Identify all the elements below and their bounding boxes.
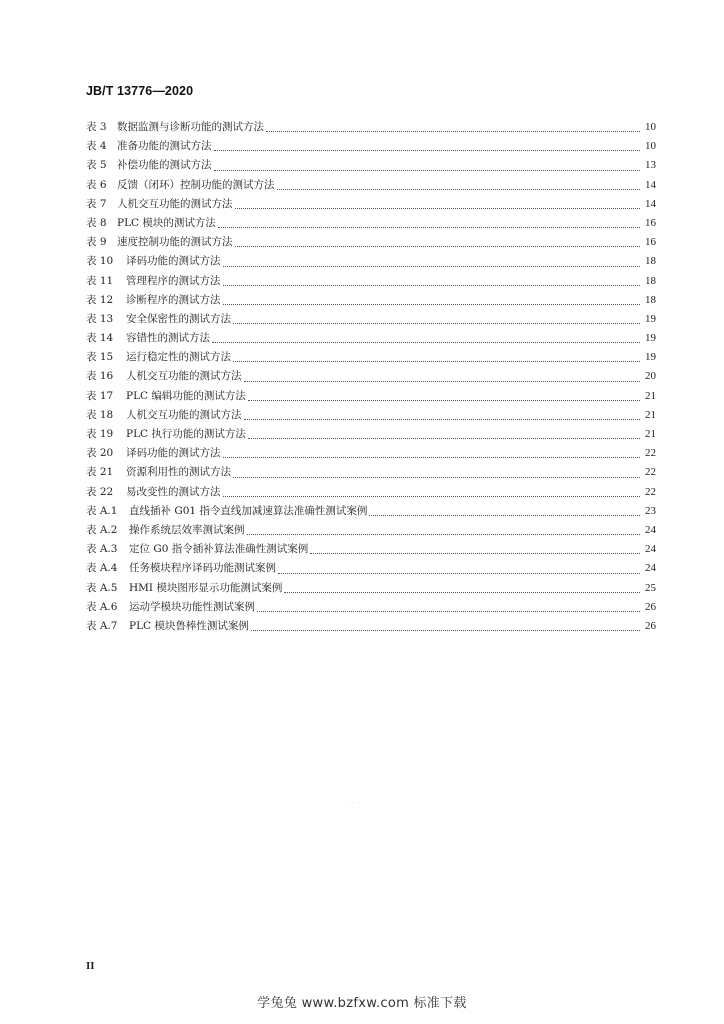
toc-entry-label: 表 21 [86, 466, 114, 479]
toc-entry-title: 速度控制功能的测试方法 [117, 236, 233, 249]
toc-entry-page: 21 [645, 389, 656, 402]
toc-entry-page: 19 [645, 351, 656, 364]
toc-entry-title: HMI 模块图形显示功能测试案例 [129, 581, 283, 594]
toc-leader-dots [277, 189, 641, 190]
toc-entry-title: PLC 模块的测试方法 [117, 216, 216, 229]
toc-entry[interactable] [86, 329, 656, 348]
toc-entry-label: 表 15 [86, 351, 114, 364]
toc-entry-page: 24 [645, 523, 656, 536]
toc-entry-page: 21 [645, 408, 656, 421]
toc-entry-label: 表 13 [86, 312, 114, 325]
toc-entry-page: 25 [645, 581, 656, 594]
toc-entry-page: 10 [645, 140, 656, 153]
toc-entry-title: 数据监测与诊断功能的测试方法 [117, 121, 264, 133]
toc-leader-dots [223, 266, 641, 267]
toc-entry-label: 表 11 [86, 274, 114, 287]
toc-entry[interactable] [86, 176, 656, 195]
toc-entry-label: 表 6 [86, 178, 107, 191]
toc-leader-dots [310, 553, 640, 554]
toc-entry[interactable] [86, 483, 656, 502]
toc-entry-label: 表 18 [86, 408, 114, 421]
toc-entry-label: 表 16 [86, 370, 114, 383]
toc-entry[interactable] [86, 444, 656, 463]
toc-leader-dots [247, 534, 641, 535]
toc-leader-dots [235, 208, 641, 209]
toc-entry[interactable] [86, 156, 656, 175]
toc-entry-page: 14 [645, 178, 656, 191]
toc-entry-title: 反馈（闭环）控制功能的测试方法 [117, 178, 275, 191]
toc-entry-label: 表 19 [86, 428, 114, 440]
toc-leader-dots [235, 246, 641, 247]
toc-entry-title: 诊断程序的测试方法 [126, 293, 221, 306]
toc-entry-title: 运行稳定性的测试方法 [126, 351, 231, 364]
toc-entry-page: 10 [645, 121, 656, 133]
page-number: II [86, 960, 95, 972]
toc-leader-dots [248, 438, 640, 439]
toc-leader-dots [248, 400, 640, 401]
toc-entry-page: 14 [645, 197, 656, 210]
toc-entry-title: 安全保密性的测试方法 [126, 312, 231, 325]
toc-entry-label: 表 A.1 [86, 504, 118, 517]
toc-entry-page: 22 [645, 485, 656, 498]
toc-entry-title: 人机交互功能的测试方法 [126, 370, 242, 383]
toc-entry[interactable] [86, 387, 656, 406]
toc-entry-title: 资源利用性的测试方法 [126, 466, 231, 479]
toc-entry-title: 补偿功能的测试方法 [117, 159, 212, 172]
toc-entry-page: 24 [645, 543, 656, 556]
toc-entry-page: 16 [645, 236, 656, 249]
toc-entry[interactable] [86, 617, 656, 636]
toc-entry-page: 26 [645, 600, 656, 613]
toc-entry[interactable] [86, 291, 656, 310]
toc-leader-dots [233, 361, 640, 362]
toc-entry-title: 译码功能的测试方法 [126, 255, 221, 268]
toc-entry[interactable] [86, 252, 656, 271]
toc-leader-dots [223, 285, 641, 286]
toc-entry[interactable] [86, 540, 656, 559]
center-mark: · · · [348, 800, 361, 806]
toc-entry-page: 19 [645, 332, 656, 345]
toc-entry[interactable] [86, 463, 656, 482]
toc-entry-label: 表 10 [86, 255, 114, 268]
toc-entry-label: 表 A.4 [86, 562, 118, 575]
toc-entry-label: 表 A.7 [86, 619, 118, 632]
toc-entry-label: 表 7 [86, 197, 107, 210]
toc-entry-title: 人机交互功能的测试方法 [126, 408, 242, 421]
toc-entry-title: 易改变性的测试方法 [126, 485, 221, 498]
toc-entry[interactable] [86, 118, 656, 137]
toc-entry-title: 人机交互功能的测试方法 [117, 197, 233, 210]
toc-leader-dots [244, 419, 641, 420]
toc-entry-page: 18 [645, 255, 656, 268]
toc-entry-page: 18 [645, 293, 656, 306]
toc-entry[interactable] [86, 406, 656, 425]
toc-leader-dots [223, 496, 641, 497]
toc-entry-label: 表 22 [86, 485, 114, 498]
toc-entry[interactable] [86, 137, 656, 156]
toc-leader-dots [223, 304, 641, 305]
standard-code: JB/T 13776—2020 [86, 84, 194, 98]
toc-entry-label: 表 5 [86, 159, 107, 172]
toc-leader-dots [266, 131, 640, 132]
toc-entry[interactable] [86, 367, 656, 386]
toc-entry-title: 直线插补 G01 指令直线加减速算法准确性测试案例 [129, 504, 368, 517]
toc-leader-dots [223, 457, 641, 458]
toc-entry[interactable] [86, 233, 656, 252]
toc-entry-page: 21 [645, 428, 656, 440]
toc-leader-dots [369, 515, 640, 516]
toc-entry-label: 表 3 [86, 121, 107, 133]
toc-entry-page: 20 [645, 370, 656, 383]
toc-leader-dots [233, 323, 640, 324]
toc-entry-label: 表 12 [86, 293, 114, 306]
toc-entry[interactable] [86, 195, 656, 214]
toc-leader-dots [218, 227, 640, 228]
toc-entry-title: PLC 模块鲁棒性测试案例 [129, 619, 249, 632]
toc-leader-dots [212, 342, 640, 343]
toc-entry-title: 操作系统层效率测试案例 [129, 523, 245, 536]
toc-entry-label: 表 A.6 [86, 600, 118, 613]
toc-entry[interactable] [86, 579, 656, 598]
toc-entry-title: 译码功能的测试方法 [126, 447, 221, 460]
toc-leader-dots [284, 592, 640, 593]
toc-leader-dots [278, 573, 640, 574]
toc-leader-dots [257, 611, 640, 612]
toc-entry-title: PLC 编辑功能的测试方法 [126, 389, 246, 402]
toc-entry-page: 22 [645, 447, 656, 460]
toc-entry-page: 24 [645, 562, 656, 575]
toc-entry-label: 表 A.3 [86, 543, 118, 556]
toc-entry-page: 19 [645, 312, 656, 325]
toc-entry-label: 表 9 [86, 236, 107, 249]
toc-entry[interactable] [86, 425, 656, 444]
toc-leader-dots [233, 477, 640, 478]
toc-entry-title: 准备功能的测试方法 [117, 140, 212, 153]
toc-entry-title: PLC 执行功能的测试方法 [126, 428, 246, 440]
toc-entry-page: 22 [645, 466, 656, 479]
toc-entry-title: 定位 G0 指令插补算法准确性测试案例 [129, 543, 309, 556]
toc-leader-dots [214, 170, 641, 171]
toc-entry-title: 任务模块程序译码功能测试案例 [129, 562, 276, 575]
toc-entry-page: 13 [645, 159, 656, 172]
toc-entry[interactable] [86, 348, 656, 367]
toc-entry[interactable] [86, 214, 656, 233]
toc-entry[interactable] [86, 521, 656, 540]
toc-entry-label: 表 A.5 [86, 581, 118, 594]
toc-entry-label: 表 8 [86, 216, 107, 229]
toc-entry-label: 表 4 [86, 140, 107, 153]
toc-entry-title: 容错性的测试方法 [126, 332, 210, 345]
toc-entry-title: 运动学模块功能性测试案例 [129, 600, 255, 613]
toc-entry-label: 表 20 [86, 447, 114, 460]
toc-entry-page: 18 [645, 274, 656, 287]
toc-entry[interactable] [86, 502, 656, 521]
toc-leader-dots [214, 150, 641, 151]
toc-entry[interactable] [86, 598, 656, 617]
toc-entry-title: 管理程序的测试方法 [126, 274, 221, 287]
toc-entry-page: 26 [645, 619, 656, 632]
toc-entry-label: 表 17 [86, 389, 114, 402]
toc-entry-label: 表 A.2 [86, 523, 118, 536]
watermark-text: 学兔兔 www.bzfxw.com 标准下载 [257, 996, 467, 1011]
toc-entry[interactable] [86, 310, 656, 329]
table-of-contents [86, 118, 656, 636]
toc-leader-dots [251, 630, 640, 631]
toc-leader-dots [244, 381, 641, 382]
toc-entry-label: 表 14 [86, 332, 114, 345]
toc-entry[interactable] [86, 559, 656, 578]
toc-entry-page: 23 [645, 504, 656, 517]
toc-entry[interactable] [86, 272, 656, 291]
toc-entry-page: 16 [645, 216, 656, 229]
